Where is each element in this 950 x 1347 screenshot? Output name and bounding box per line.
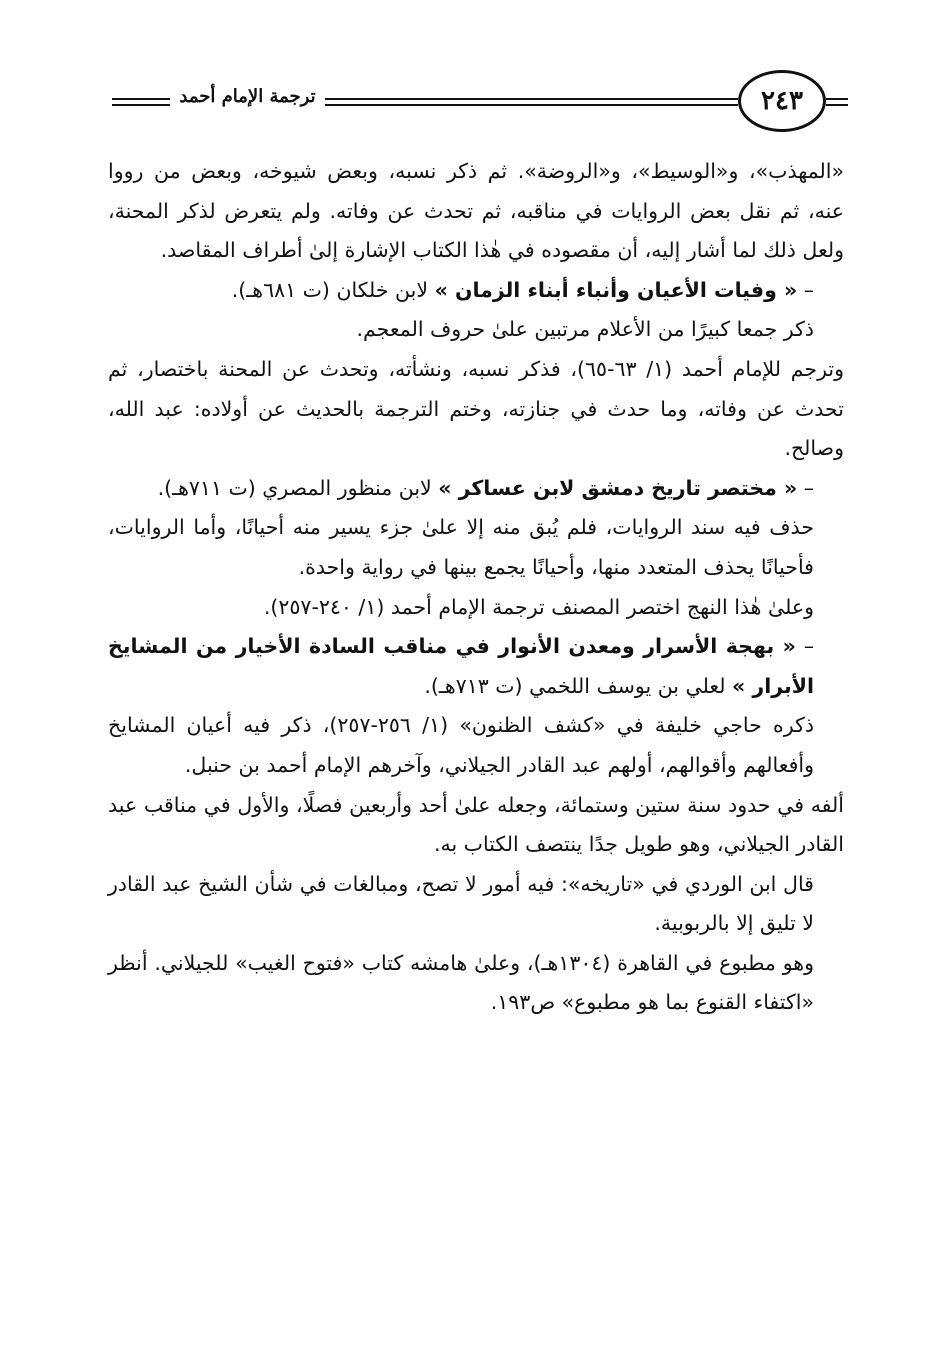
paragraph-7: وعلىٰ هٰذا النهج اختصر المصنف ترجمة الإمام أحمد (١/ ٢٤٠-٢٥٧). (263, 594, 814, 619)
page-body (108, 152, 844, 1023)
entry-wafayat (108, 271, 844, 311)
entry-author: لعلي بن يوسف اللخمي (ت ٧١٣هـ). (424, 673, 733, 698)
running-title: ترجمة الإمام أحمد (179, 86, 316, 107)
entry-dash: – (795, 634, 814, 659)
page-number-badge (738, 70, 826, 132)
page-header (0, 60, 950, 140)
entry-mukhtasar (108, 469, 844, 509)
entry-dash: – (797, 475, 814, 500)
page-number: ٢٤٣ (761, 86, 803, 116)
entry-bahjat (108, 627, 844, 706)
header-rule-right (826, 98, 848, 106)
header-rule-middle (325, 98, 738, 106)
paragraph-11: قال ابن الوردي في «تاريخه»: فيه أمور لا تصح، ومبالغات في شأن الشيخ عبد القادر لا تليق إلا بالربوبية. (108, 871, 814, 936)
entry-title: « مختصر تاريخ دمشق لابن عساكر » (438, 475, 798, 500)
paragraph-3: ذكر جمعا كبيرًا من الأعلام مرتبين علىٰ حروف المعجم. (356, 317, 814, 342)
paragraph-4: وترجم للإمام أحمد (١/ ٦٣-٦٥)، فذكر نسبه، ونشأته، وتحدث عن المحنة باختصار، ثم تحدث عن وفاته، وما حدث في جنازته، وختم الترجمة بالحديث عن أولاده: عبد الله، وصالح. (108, 356, 844, 461)
entry-dash: – (797, 277, 814, 302)
paragraph-10: ألفه في حدود سنة ستين وستمائة، وجعله علىٰ أحد وأربعين فصلًا، والأول في مناقب عبد القادر الجيلاني، وهو طويل جدًا ينتصف الكتاب به. (108, 792, 844, 857)
paragraph-12: وهو مطبوع في القاهرة (١٣٠٤هـ)، وعلىٰ هامشه كتاب «فتوح الغيب» للجيلاني. أنظر «اكتفاء القنوع بما هو مطبوع» ص١٩٣. (108, 950, 814, 1015)
entry-title: « وفيات الأعيان وأنباء أبناء الزمان » (434, 277, 798, 302)
entry-title: « بهجة الأسرار ومعدن الأنوار في مناقب السادة الأخيار من المشايخ الأبرار » (108, 634, 814, 698)
paragraph-1: «المهذب»، و«الوسيط»، و«الروضة». ثم ذكر نسبه، وبعض شيوخه، وبعض من رووا عنه، ثم نقل بعض الروايات في مناقبه، ثم تحدث عن وفاته. ولم يتعرض لذكر المحنة، ولعل ذلك لما أشار إليه، أن مقصوده في هٰذا الكتاب الإشارة إلىٰ أطراف المقاصد. (108, 159, 844, 263)
paragraph-9: ذكره حاجي خليفة في «كشف الظنون» (١/ ٢٥٦-٢٥٧)، ذكر فيه أعيان المشايخ وأفعالهم وأقوالهم، أولهم عبد القادر الجيلاني، وآخرهم الإمام أحمد بن حنبل. (108, 713, 814, 777)
entry-author: لابن خلكان (ت ٦٨١هـ). (231, 277, 435, 302)
entry-author: لابن منظور المصري (ت ٧١١هـ). (157, 475, 439, 500)
paragraph-6: حذف فيه سند الروايات، فلم يُبق منه إلا علىٰ جزء يسير منه أحيانًا، وأما الروايات، فأحيانًا يحذف المتعدد منها، وأحيانًا يجمع بينها في رواية واحدة. (108, 515, 814, 579)
header-rule-left (112, 98, 170, 106)
